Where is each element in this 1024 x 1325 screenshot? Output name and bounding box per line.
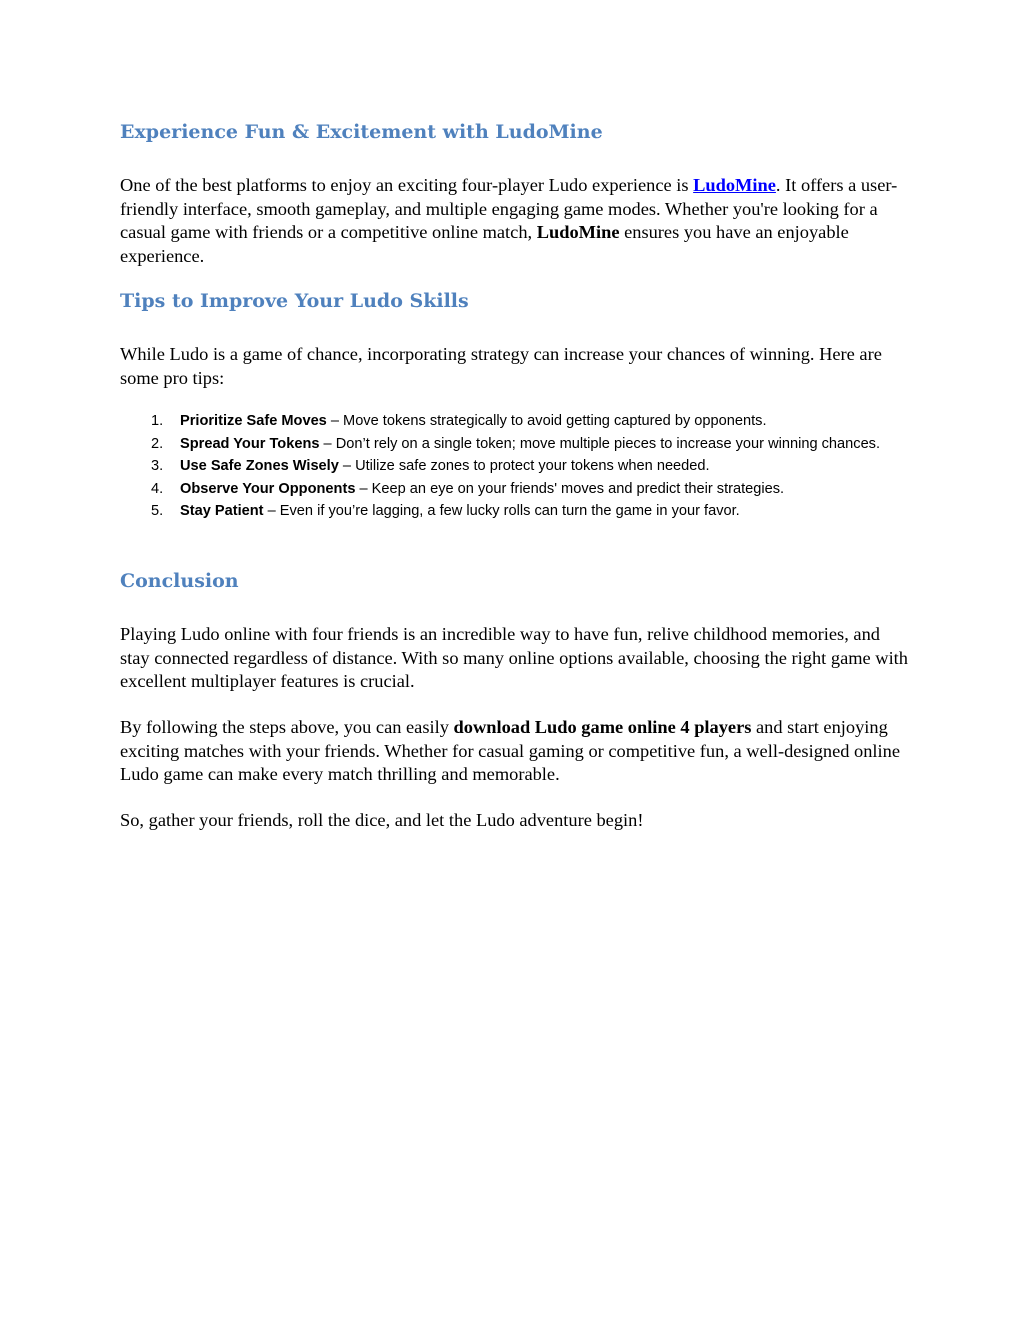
ludomine-bold: LudoMine [536, 222, 620, 242]
tips-list [120, 410, 910, 523]
intro-text-end: ensures you have an enjoyable experience. [120, 222, 849, 266]
tip-text: – Utilize safe zones to protect your tokens when needed. [338, 458, 710, 475]
tip-text: – Keep an eye on your friends' moves and predict their strategies. [355, 480, 785, 497]
paragraph-closing: So, gather your friends, roll the dice, and let the Ludo adventure begin! [120, 810, 644, 830]
tip-item [120, 478, 910, 501]
ludomine-link[interactable]: LudoMine [693, 175, 776, 195]
tip-title: Stay Patient [180, 503, 264, 520]
steps-text-start: By following the steps above, you can easily [120, 717, 454, 737]
tip-title: Observe Your Opponents [180, 480, 356, 497]
intro-text-middle: . It offers a user-friendly interface, smooth gameplay, and multiple engaging game modes. Whether you're looking for a casual game with friends or a competitive online match, [120, 175, 898, 242]
tip-number: 5. [151, 503, 164, 520]
tip-text: – Even if you’re lagging, a few lucky rolls can turn the game in your favor. [263, 503, 740, 520]
tip-item [120, 410, 910, 433]
tip-title: Spread Your Tokens [180, 435, 320, 452]
tip-text: – Don’t rely on a single token; move multiple pieces to increase your winning chances. [319, 435, 881, 452]
tip-number: 3. [151, 458, 164, 475]
heading-conclusion: Conclusion [120, 570, 239, 592]
tip-number: 4. [151, 480, 164, 497]
tip-item [120, 433, 910, 456]
heading-experience: Experience Fun & Excitement with LudoMine [120, 121, 603, 143]
tip-title: Prioritize Safe Moves [180, 413, 327, 429]
download-ludo-bold: download Ludo game online 4 players [453, 717, 752, 737]
tip-number: 1. [151, 413, 164, 429]
paragraph-following-steps [120, 716, 910, 787]
paragraph-tips-intro: While Ludo is a game of chance, incorporating strategy can increase your chances of winning. Here are some pro tips: [120, 344, 882, 388]
tip-item [120, 500, 910, 523]
intro-text-start: One of the best platforms to enjoy an exciting four-player Ludo experience is [120, 175, 694, 195]
tip-text: – Move tokens strategically to avoid getting captured by opponents. [326, 413, 767, 429]
tip-title: Use Safe Zones Wisely [180, 458, 339, 475]
tip-item [120, 455, 910, 478]
heading-tips: Tips to Improve Your Ludo Skills [120, 290, 469, 312]
tip-number: 2. [151, 435, 164, 452]
paragraph-ludomine-intro [120, 174, 910, 268]
paragraph-conclusion: Playing Ludo online with four friends is an incredible way to have fun, relive childhood memories, and stay connected regardless of distance. With so many online options available, choosing the right game with excellent multiplayer features is crucial. [120, 624, 908, 691]
steps-text-end: and start enjoying exciting matches with your friends. Whether for casual gaming or competitive fun, a well-designed online Ludo game can make every match thrilling and memorable. [120, 717, 901, 784]
